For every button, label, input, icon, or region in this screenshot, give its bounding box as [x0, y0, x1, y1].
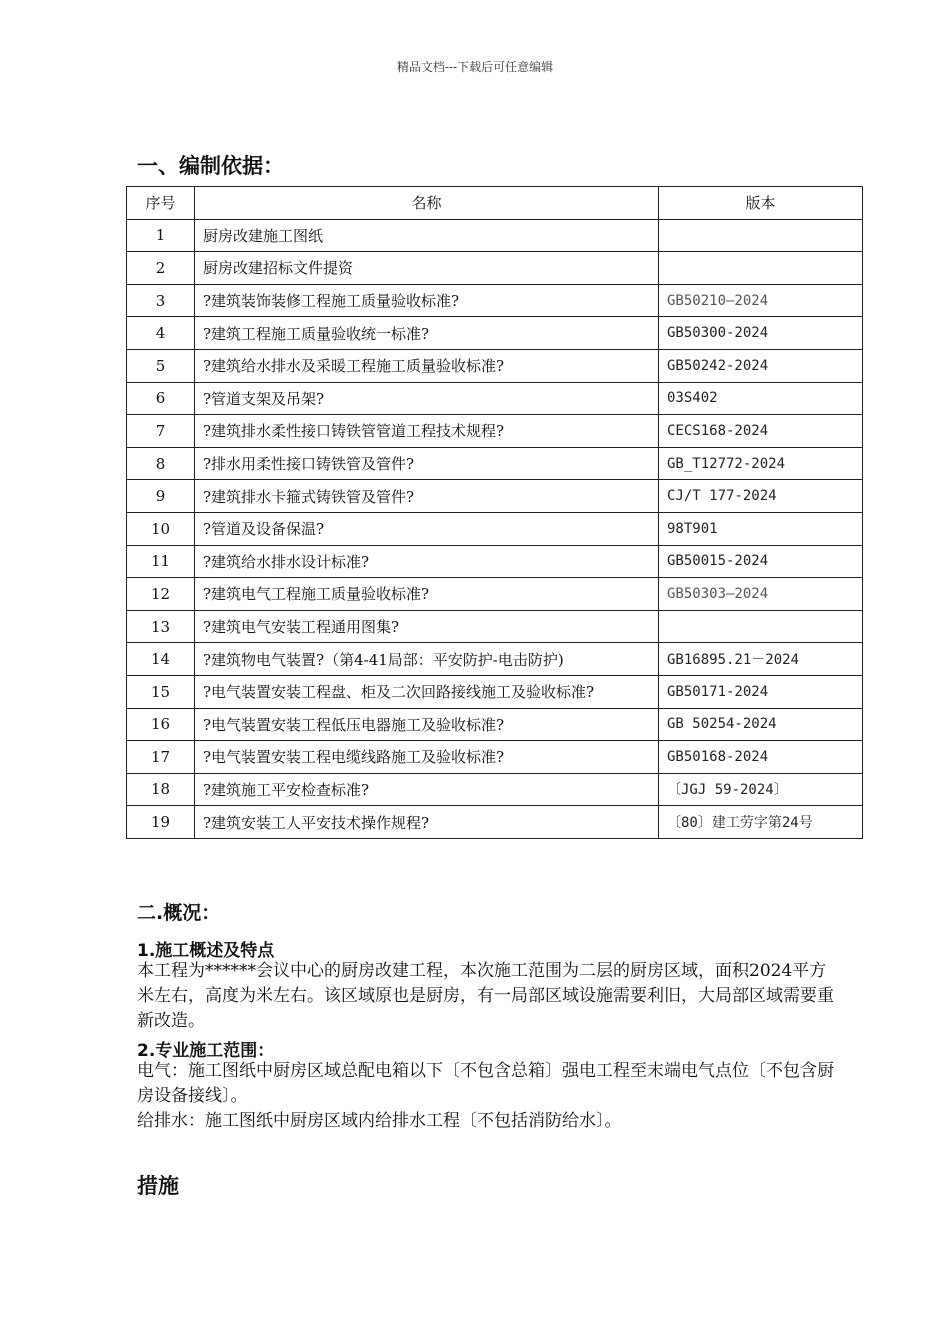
subheading-overview: 1.施工概述及特点 [137, 941, 275, 961]
column-header-name: 名称 [195, 187, 659, 220]
row-version [659, 219, 863, 252]
row-number: 17 [127, 741, 195, 774]
row-name: ?建筑排水柔性接口铸铁管管道工程技术规程? [195, 415, 659, 448]
subheading-scope: 2.专业施工范围： [137, 1041, 275, 1061]
row-name: ?电气装置安装工程盘、柜及二次回路接线施工及验收标准? [195, 675, 659, 708]
table-row [127, 480, 863, 513]
section-title-measures: 措施 [137, 1174, 179, 1198]
scope-electrical-paragraph: 电气：施工图纸中厨房区域总配电箱以下〔不包含总箱〕强电工程至末端电气点位〔不包含厨房设备接线〕。 [137, 1061, 834, 1106]
basis-table [126, 186, 863, 839]
row-number: 9 [127, 480, 195, 513]
row-number: 18 [127, 773, 195, 806]
row-name: ?建筑电气工程施工质量验收标准? [195, 578, 659, 611]
row-version: GB50210—2024 [659, 284, 863, 317]
row-name: ?建筑给水排水及采暖工程施工质量验收标准? [195, 349, 659, 382]
row-name: 厨房改建施工图纸 [195, 219, 659, 252]
table-row [127, 382, 863, 415]
table-row [127, 708, 863, 741]
table-row [127, 610, 863, 643]
row-version [659, 610, 863, 643]
row-name: ?建筑施工平安检查标准? [195, 773, 659, 806]
row-number: 12 [127, 578, 195, 611]
row-name: ?管道支架及吊架? [195, 382, 659, 415]
section-title-overview: 二.概况： [137, 902, 221, 924]
row-name: ?建筑安装工人平安技术操作规程? [195, 806, 659, 839]
row-number: 6 [127, 382, 195, 415]
row-number: 3 [127, 284, 195, 317]
row-number: 1 [127, 219, 195, 252]
row-version: GB 50254-2024 [659, 708, 863, 741]
row-version: GB50300-2024 [659, 317, 863, 350]
row-version: GB50242-2024 [659, 349, 863, 382]
page-header: 精品文档---下载后可任意编辑 [396, 60, 554, 74]
row-name: ?电气装置安装工程电缆线路施工及验收标准? [195, 741, 659, 774]
row-number: 10 [127, 512, 195, 545]
table-row [127, 284, 863, 317]
table-row [127, 578, 863, 611]
row-name: ?建筑排水卡箍式铸铁管及管件? [195, 480, 659, 513]
row-number: 7 [127, 415, 195, 448]
row-name: ?建筑装饰装修工程施工质量验收标准? [195, 284, 659, 317]
row-number: 13 [127, 610, 195, 643]
row-version: CECS168-2024 [659, 415, 863, 448]
table-row [127, 349, 863, 382]
column-header-no: 序号 [127, 187, 195, 220]
table-row [127, 512, 863, 545]
row-name: ?管道及设备保温? [195, 512, 659, 545]
table-row [127, 806, 863, 839]
row-version: GB50015-2024 [659, 545, 863, 578]
row-name: ?建筑电气安装工程通用图集? [195, 610, 659, 643]
row-number: 5 [127, 349, 195, 382]
row-number: 19 [127, 806, 195, 839]
table-row [127, 219, 863, 252]
row-name: 厨房改建招标文件提资 [195, 252, 659, 285]
row-number: 11 [127, 545, 195, 578]
row-number: 4 [127, 317, 195, 350]
column-header-version: 版本 [659, 187, 863, 220]
table-row [127, 447, 863, 480]
table-row [127, 415, 863, 448]
table-body [127, 219, 863, 838]
row-version: 〔80〕建工劳字第24号 [659, 806, 863, 839]
table-row [127, 252, 863, 285]
row-name: ?建筑给水排水设计标准? [195, 545, 659, 578]
row-version: GB16895.21－2024 [659, 643, 863, 676]
row-number: 16 [127, 708, 195, 741]
row-version: 03S402 [659, 382, 863, 415]
row-version: GB50168-2024 [659, 741, 863, 774]
row-name: ?建筑工程施工质量验收统一标准? [195, 317, 659, 350]
row-name: ?电气装置安装工程低压电器施工及验收标准? [195, 708, 659, 741]
table-header-row [127, 187, 863, 220]
row-name: ?排水用柔性接口铸铁管及管件? [195, 447, 659, 480]
row-version: GB_T12772-2024 [659, 447, 863, 480]
row-version [659, 252, 863, 285]
scope-plumbing-paragraph: 给排水：施工图纸中厨房区域内给排水工程〔不包括消防给水〕。 [137, 1111, 622, 1131]
row-number: 14 [127, 643, 195, 676]
table-row [127, 545, 863, 578]
table-row [127, 773, 863, 806]
row-version: GB50171-2024 [659, 675, 863, 708]
overview-paragraph: 本工程为******会议中心的厨房改建工程，本次施工范围为二层的厨房区域，面积2024平方米左右，高度为米左右。该区域原也是厨房，有一局部区域设施需要利旧，大局部区域需要重新改造。 [137, 961, 834, 1031]
row-number: 15 [127, 675, 195, 708]
section-title-basis: 一、编制依据： [137, 154, 284, 178]
row-version: CJ/T 177-2024 [659, 480, 863, 513]
table-row [127, 675, 863, 708]
row-version: GB50303—2024 [659, 578, 863, 611]
row-version: 98T901 [659, 512, 863, 545]
table-row [127, 317, 863, 350]
row-name: ?建筑物电气装置?（第4-41局部：平安防护-电击防护) [195, 643, 659, 676]
row-version: 〔JGJ 59-2024〕 [659, 773, 863, 806]
table-row [127, 741, 863, 774]
row-number: 8 [127, 447, 195, 480]
row-number: 2 [127, 252, 195, 285]
table-row [127, 643, 863, 676]
